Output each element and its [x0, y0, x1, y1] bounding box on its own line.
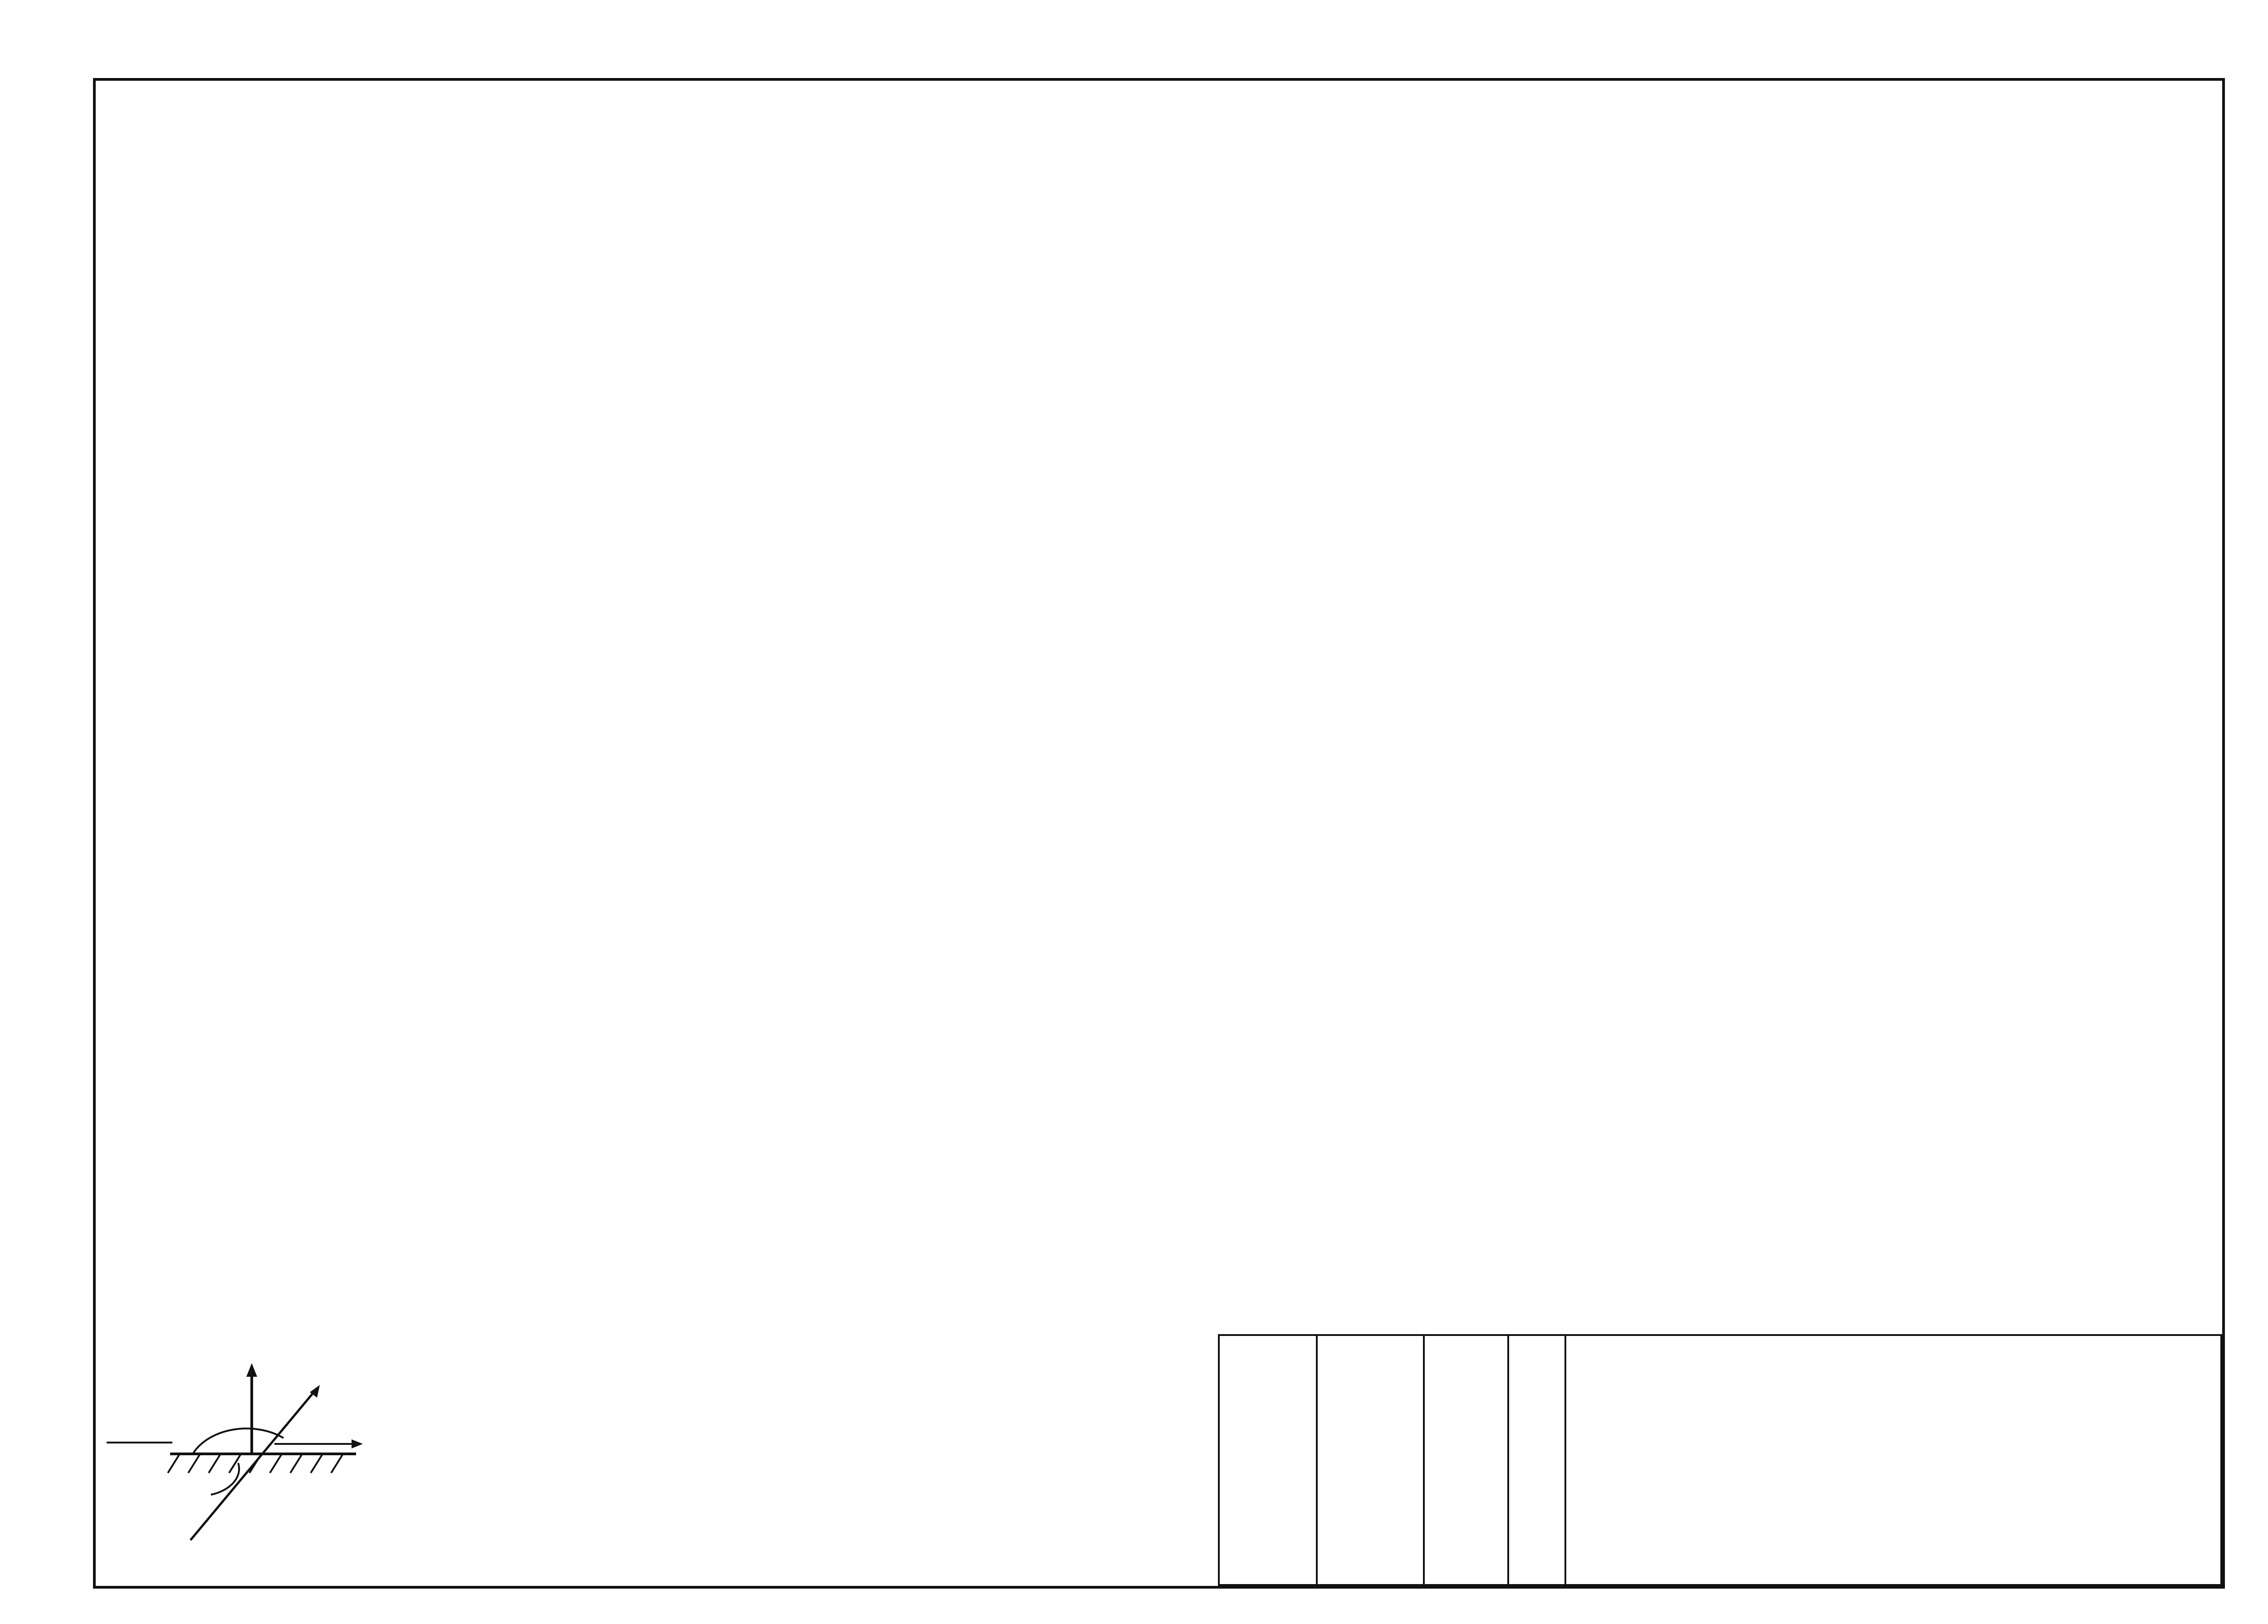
stamp-empty	[1508, 1335, 1565, 1585]
force-diagram	[102, 1350, 492, 1554]
stamp-empty	[1219, 1335, 1317, 1585]
bottom-block	[93, 1331, 2225, 1589]
title-block	[1218, 1334, 2222, 1586]
document-code	[1565, 1335, 2221, 1585]
stamp-empty	[1317, 1335, 1424, 1585]
stamp-empty	[1424, 1335, 1508, 1585]
